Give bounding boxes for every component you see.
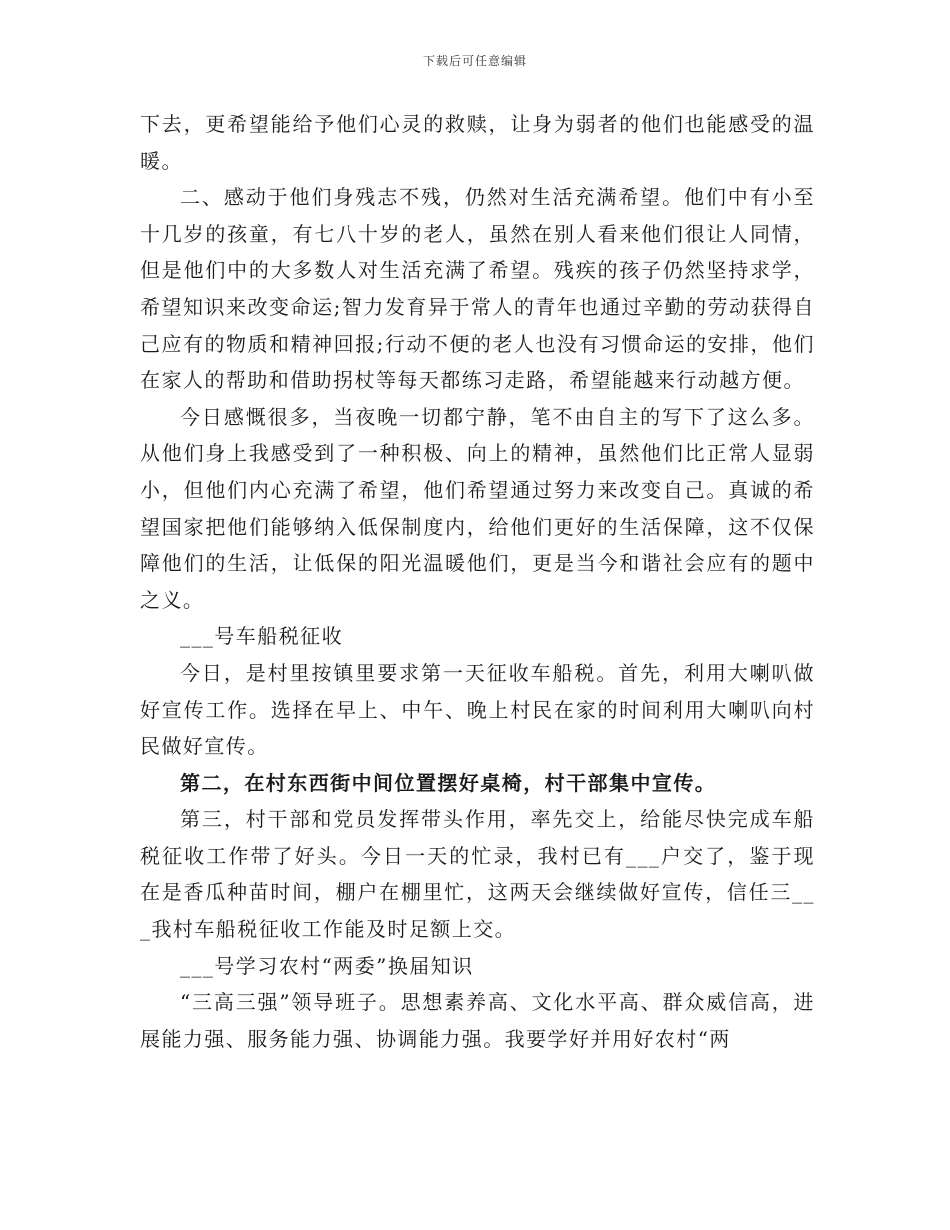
- page-header: 下载后可任意编辑: [422, 54, 527, 68]
- paragraph-second-step: 第二，在村东西街中间位置摆好桌椅，村干部集中宣传。: [180, 770, 717, 795]
- document-body: [140, 106, 815, 1057]
- paragraph-section-two: 二、感动于他们身残志不残，仍然对生活充满希望。他们中有小至十几岁的孩童，有七八十岁的老人，虽然在别人看来他们很让人同情，但是他们中的大多数人对生活充满了希望。残疾的孩子仍然坚持求学，希望知识来改变命运;智力发育异于常人的青年也通过辛勤的劳动获得自己应有的物质和精神回报;行动不便的老人也没有习惯命运的安排，他们在家人的帮助和借助拐杖等每天都练习走路，希望能越来行动越方便。: [140, 185, 815, 393]
- paragraph-continuation: 下去，更希望能给予他们心灵的救赎，让身为弱者的他们也能感受的温暖。: [140, 112, 815, 173]
- paragraph-third-step: 第三，村干部和党员发挥带头作用，率先交上，给能尽快完成车船税征收工作带了好头。今日一天的忙录，我村已有___户交了，鉴于现在是香瓜种苗时间，棚户在棚里忙，这两天会继续做好宣传，信任三___我村车船税征收工作能及时足额上交。: [140, 807, 815, 942]
- heading-election-study: ___号学习农村“两委”换届知识: [180, 953, 474, 978]
- paragraph-reflection: 今日感慨很多，当夜晚一切都宁静，笔不由自主的写下了这么多。从他们身上我感受到了一种积极、向上的精神，虽然他们比正常人显弱小，但他们内心充满了希望，他们希望通过努力来改变自己。真诚的希望国家把他们能够纳入低保制度内，给他们更好的生活保障，这不仅保障他们的生活，让低保的阳光温暖他们，更是当今和谐社会应有的题中之义。: [140, 404, 815, 612]
- heading-vehicle-tax: ___号车船税征收: [180, 624, 344, 649]
- paragraph-vehicle-tax-day-one: 今日，是村里按镇里要求第一天征收车船税。首先，利用大喇叭做好宣传工作。选择在早上、中午、晚上村民在家的时间利用大喇叭向村民做好宣传。: [140, 660, 815, 759]
- paragraph-leadership: “三高三强”领导班子。思想素养高、文化水平高、群众威信高，进展能力强、服务能力强、协调能力强。我要学好并用好农村“两: [140, 990, 815, 1051]
